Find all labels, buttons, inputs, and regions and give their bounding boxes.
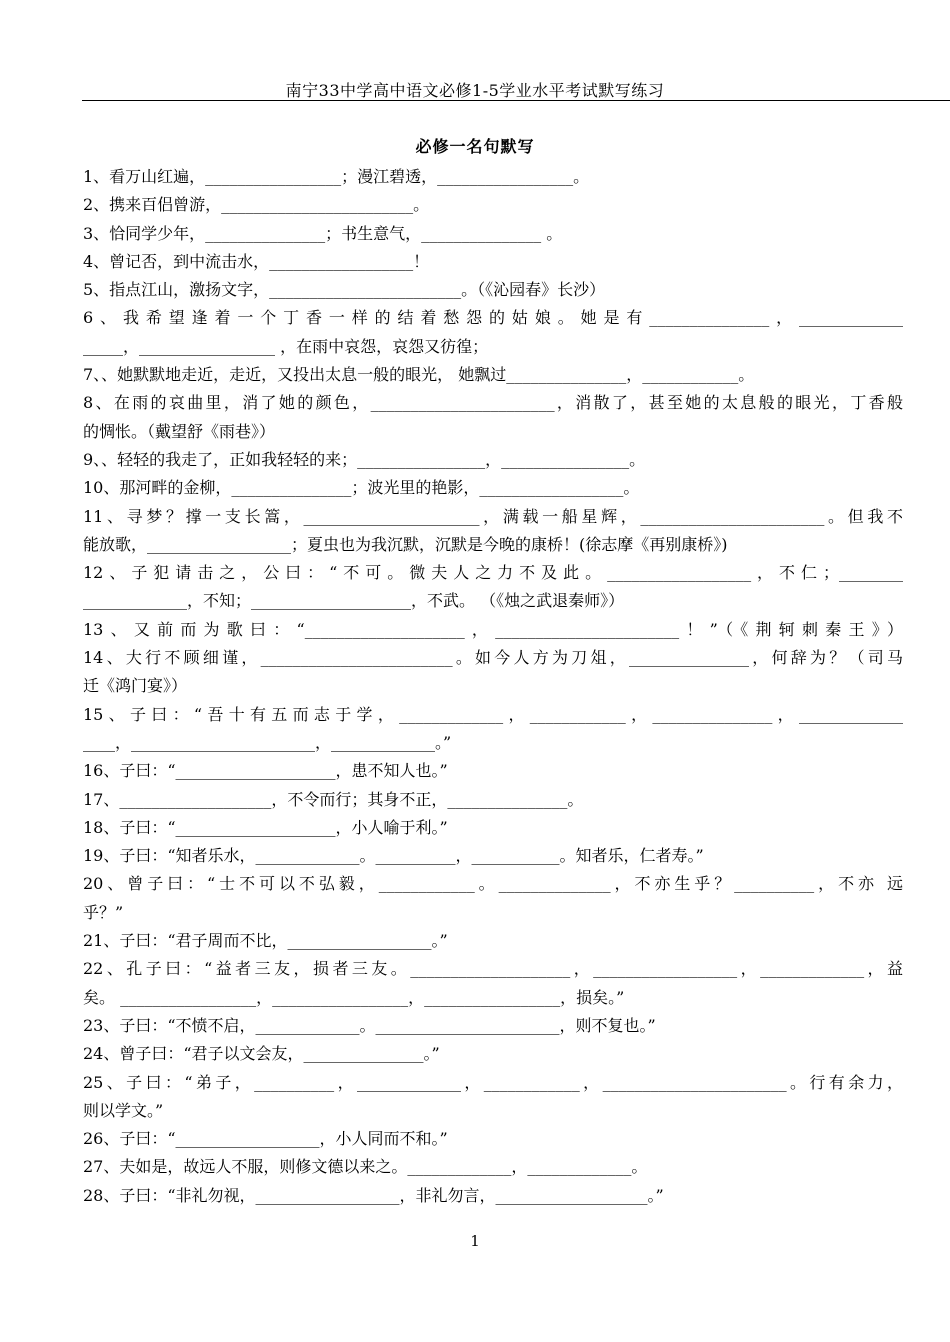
exercise-line: 17、___________________，不令而行；其身不正，_______________。: [83, 789, 584, 809]
exercise-line: ____，_______________________，_____________。”: [83, 732, 452, 752]
exercise-line: 20、曾子曰：“士不可以不弘毅，____________。______________，不亦生乎？__________，不亦 远: [83, 874, 903, 894]
exercise-line: 24、曾子曰：“君子以文会友，_______________。”: [83, 1044, 440, 1064]
exercise-line: 2、携来百侣曾游，________________________。: [83, 195, 430, 215]
page-number: 1: [470, 1232, 480, 1250]
exercise-line: 乎？”: [83, 902, 124, 922]
exercise-body: [83, 163, 903, 1210]
exercise-line: 1、看万山红遍，_________________；漫江碧透，_________________。: [83, 167, 590, 186]
exercise-line: 19、子曰：“知者乐水，_____________。__________，___________。知者乐，仁者寿。”: [83, 846, 704, 866]
exercise-line: 13、又前而为歌曰：“____________________，_______________________！”（《荆轲刺秦王》）: [83, 619, 903, 639]
exercise-line: 7、、她默默地走近，走近，又投出太息一般的眼光， 她飘过_______________，____________。: [83, 365, 755, 385]
exercise-line: 4、曾记否，到中流击水，__________________！: [83, 251, 430, 271]
exercise-line: 22、孔子曰：“益者三友，损者三友。____________________，__________________，_____________，益: [83, 959, 903, 979]
exercise-line: 21、子曰：“君子周而不比，__________________。”: [83, 931, 448, 951]
exercise-line: 3、恰同学少年，_______________；书生意气，_______________ 。: [83, 223, 563, 243]
exercise-line: 矣。 _________________，_________________，_________________，损矣。”: [83, 987, 625, 1007]
exercise-line: 能放歌，__________________；夏虫也为我沉默，沉默是今晚的康桥！(徐志摩《再别康桥》): [83, 534, 728, 554]
exercise-line: 27、夫如是，故远人不服，则修文德以来之。_____________，_____________。: [83, 1157, 648, 1177]
page-header: 南宁33中学高中语文必修1-5学业水平考试默写练习: [285, 81, 665, 100]
exercise-line: 则以学文。”: [83, 1100, 164, 1120]
exercise-line: 18、子曰：“____________________，小人喻于利。”: [83, 817, 448, 837]
header-rule: [82, 100, 950, 101]
exercise-line: 23、子曰：“不愤不启，_____________。_______________________，则不复也。”: [83, 1015, 656, 1035]
exercise-line: 5、指点江山，激扬文字，________________________。（《沁园春》长沙）: [83, 280, 606, 300]
exercise-line: 15、子曰：“吾十有五而志于学，_____________，____________，_______________，_____________: [83, 704, 903, 724]
section-title: 必修一名句默写: [415, 137, 535, 156]
exercise-line: 的惆怅。（戴望舒《雨巷》）: [83, 421, 276, 441]
exercise-line: _____，_________________ ，在雨中哀怨，哀怨又彷徨；: [83, 336, 489, 356]
exercise-line: 10、那河畔的金柳，_______________；波光里的艳影，__________________。: [83, 478, 640, 498]
exercise-line: 16、子曰：“____________________，患不知人也。”: [83, 761, 448, 781]
exercise-line: 28、子曰：“非礼勿视，__________________，非礼勿言，___________________。”: [83, 1185, 664, 1205]
exercise-line: 迁《鸿门宴》）: [83, 676, 188, 696]
exercise-line: 9、、轻轻的我走了，正如我轻轻的来；________________，________________。: [83, 449, 646, 469]
exercise-line: 6、我希望逢着一个丁香一样的结着愁怨的姑娘。她是有_______________，_____________: [83, 308, 903, 328]
exercise-line: 12、子犯请击之，公曰：“不可。微夫人之力不及此。__________________，不仁；________: [83, 563, 903, 583]
exercise-line: 26、子曰：“__________________，小人同而不和。”: [83, 1129, 448, 1149]
exercise-line: _____________，不知；____________________，不武。 （《烛之武退秦师》）: [83, 591, 625, 611]
exercise-line: 8、在雨的哀曲里，消了她的颜色，_______________________，消散了，甚至她的太息般的眼光，丁香般: [83, 393, 903, 413]
exercise-line: 25、子曰：“弟子，__________，_____________，____________，_______________________。行有余力，: [83, 1072, 903, 1092]
exercise-line: 14、大行不顾细谨，________________________。如今人方为刀俎，_______________，何辞为？（司马: [83, 648, 903, 668]
exercise-line: 11、寻梦？撑一支长篙，______________________，满载一船星辉，_______________________。但我不: [83, 506, 903, 526]
